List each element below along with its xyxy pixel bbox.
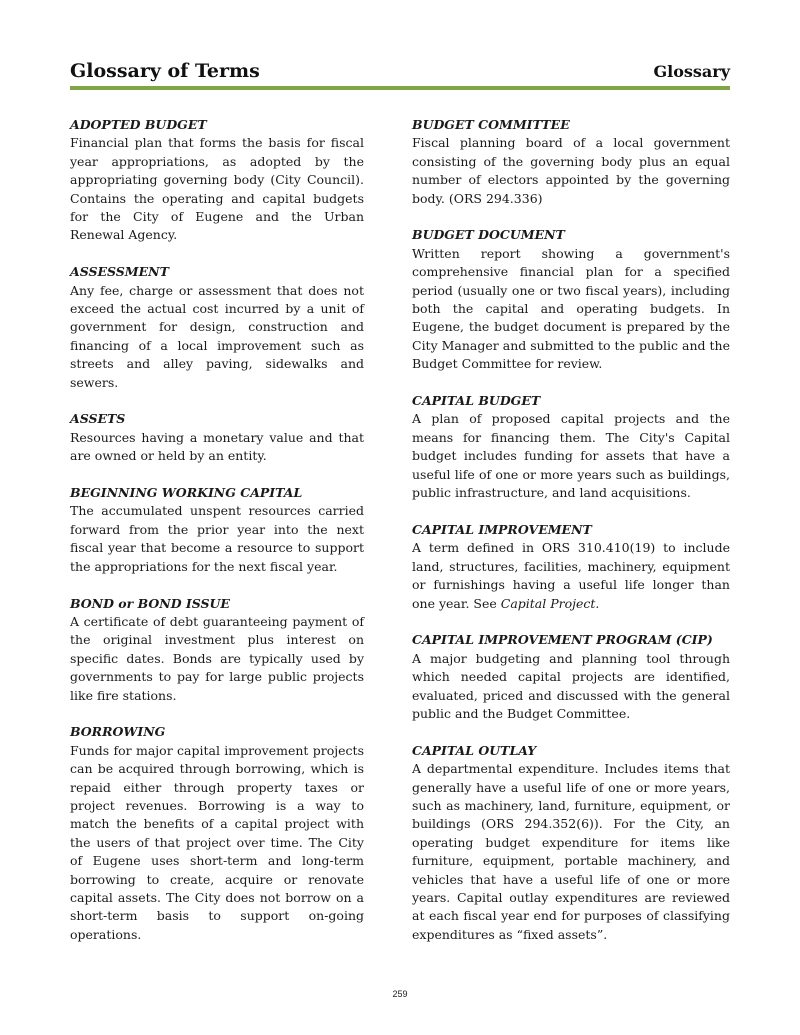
glossary-term: ADOPTED BUDGET <box>70 117 207 132</box>
glossary-entry <box>412 631 730 723</box>
glossary-term: CAPITAL BUDGET <box>412 393 541 409</box>
glossary-definition: Financial plan that forms the basis for fiscal year appropriations, as adopted by the appropriating governing body (City Council). Contains the operating and capital budgets for the City of Eugene and the Urban Renewal Agency. <box>70 135 364 243</box>
glossary-entry <box>70 595 364 705</box>
glossary-definition: A certificate of debt guaranteeing payment of the original investment plus interest on specific dates. Bonds are typically used by governments to pay for large public projects like fire stations. <box>70 613 364 703</box>
glossary-term: BORROWING <box>70 724 166 740</box>
glossary-term: CAPITAL IMPROVEMENT <box>412 521 592 537</box>
section-title: Glossary <box>653 62 730 81</box>
glossary-definition: A plan of proposed capital projects and the means for financing them. The City's Capital budget includes funding for assets that have a useful life of one or more years such as buildings, public infrastructure, and land acquisitions. <box>412 411 730 501</box>
page-header <box>70 60 730 86</box>
glossary-definition: A departmental expenditure. Includes items that generally have a useful life of one or more years, such as machinery, land, furniture, equipment, or buildings (ORS 294.352(6)). For the City, an operating budget expenditure for items like furniture, equipment, portable machinery, and vehicles that have a useful life of one or more years. Capital outlay expenditures are reviewed at each fiscal year end for purposes of classifying expenditures as “fixed assets”. <box>412 761 730 942</box>
glossary-term: ASSESSMENT <box>70 264 169 280</box>
glossary-right-column <box>412 116 730 963</box>
glossary-entry <box>70 723 364 944</box>
cross-reference: Capital Project. <box>500 595 600 611</box>
glossary-term: BUDGET DOCUMENT <box>412 227 565 243</box>
glossary-entry <box>70 410 364 465</box>
glossary-entry <box>412 116 730 208</box>
glossary-definition: Funds for major capital improvement projects can be acquired through borrowing, which is repaid either through property taxes or project revenues. Borrowing is a way to match the benefits of a capital project with the users of that project over time. The City of Eugene uses short-term and long-term borrowing to create, acquire or renovate capital assets. The City does not borrow on a short-term basis to support on-going operations. <box>70 742 364 942</box>
glossary-definition: A major budgeting and planning tool through which needed capital projects are identified, evaluated, priced and discussed with the general public and the Budget Committee. <box>412 650 730 721</box>
glossary-term: BUDGET COMMITTEE <box>412 117 570 132</box>
page-number: 259 <box>392 989 408 999</box>
glossary-entry <box>412 226 730 373</box>
glossary-entry <box>412 392 730 502</box>
glossary-left-column <box>70 116 364 963</box>
glossary-term: CAPITAL OUTLAY <box>412 742 537 758</box>
glossary-entry <box>412 742 730 944</box>
glossary-entry <box>412 521 730 613</box>
header-divider <box>70 86 730 90</box>
glossary-definition <box>412 539 730 613</box>
glossary-definition: Fiscal planning board of a local government consisting of the governing body plus an equal number of electors appointed by the governing body. (ORS 294.336) <box>412 135 730 206</box>
glossary-term: ASSETS <box>70 411 126 427</box>
glossary-definition: The accumulated unspent resources carried forward from the prior year into the next fiscal year that become a resource to support the appropriations for the next fiscal year. <box>70 503 364 574</box>
glossary-definition: Resources having a monetary value and that are owned or held by an entity. <box>70 429 364 464</box>
glossary-definition: Written report showing a government's comprehensive financial plan for a specified period (usually one or two fiscal years), including both the capital and operating budgets. In Eugene, the budget document is prepared by the City Manager and submitted to the public and the Budget Committee for review. <box>412 245 730 372</box>
glossary-entry <box>70 263 364 392</box>
glossary-term: BOND or BOND ISSUE <box>70 595 230 611</box>
glossary-entry <box>70 484 364 576</box>
glossary-term: CAPITAL IMPROVEMENT PROGRAM (CIP) <box>412 632 713 648</box>
glossary-entry <box>70 116 364 245</box>
page-title: Glossary of Terms <box>70 60 260 82</box>
glossary-term: BEGINNING WORKING CAPITAL <box>70 485 303 501</box>
definition-text: A term defined in ORS 310.410(19) to include land, structures, facilities, machinery, equipment or furnishings having a useful life longer than one year. See <box>412 540 730 611</box>
glossary-definition: Any fee, charge or assessment that does not exceed the actual cost incurred by a unit of government for design, construction and financing of a local improvement such as streets and alley paving, sidewalks and sewers. <box>70 282 364 390</box>
